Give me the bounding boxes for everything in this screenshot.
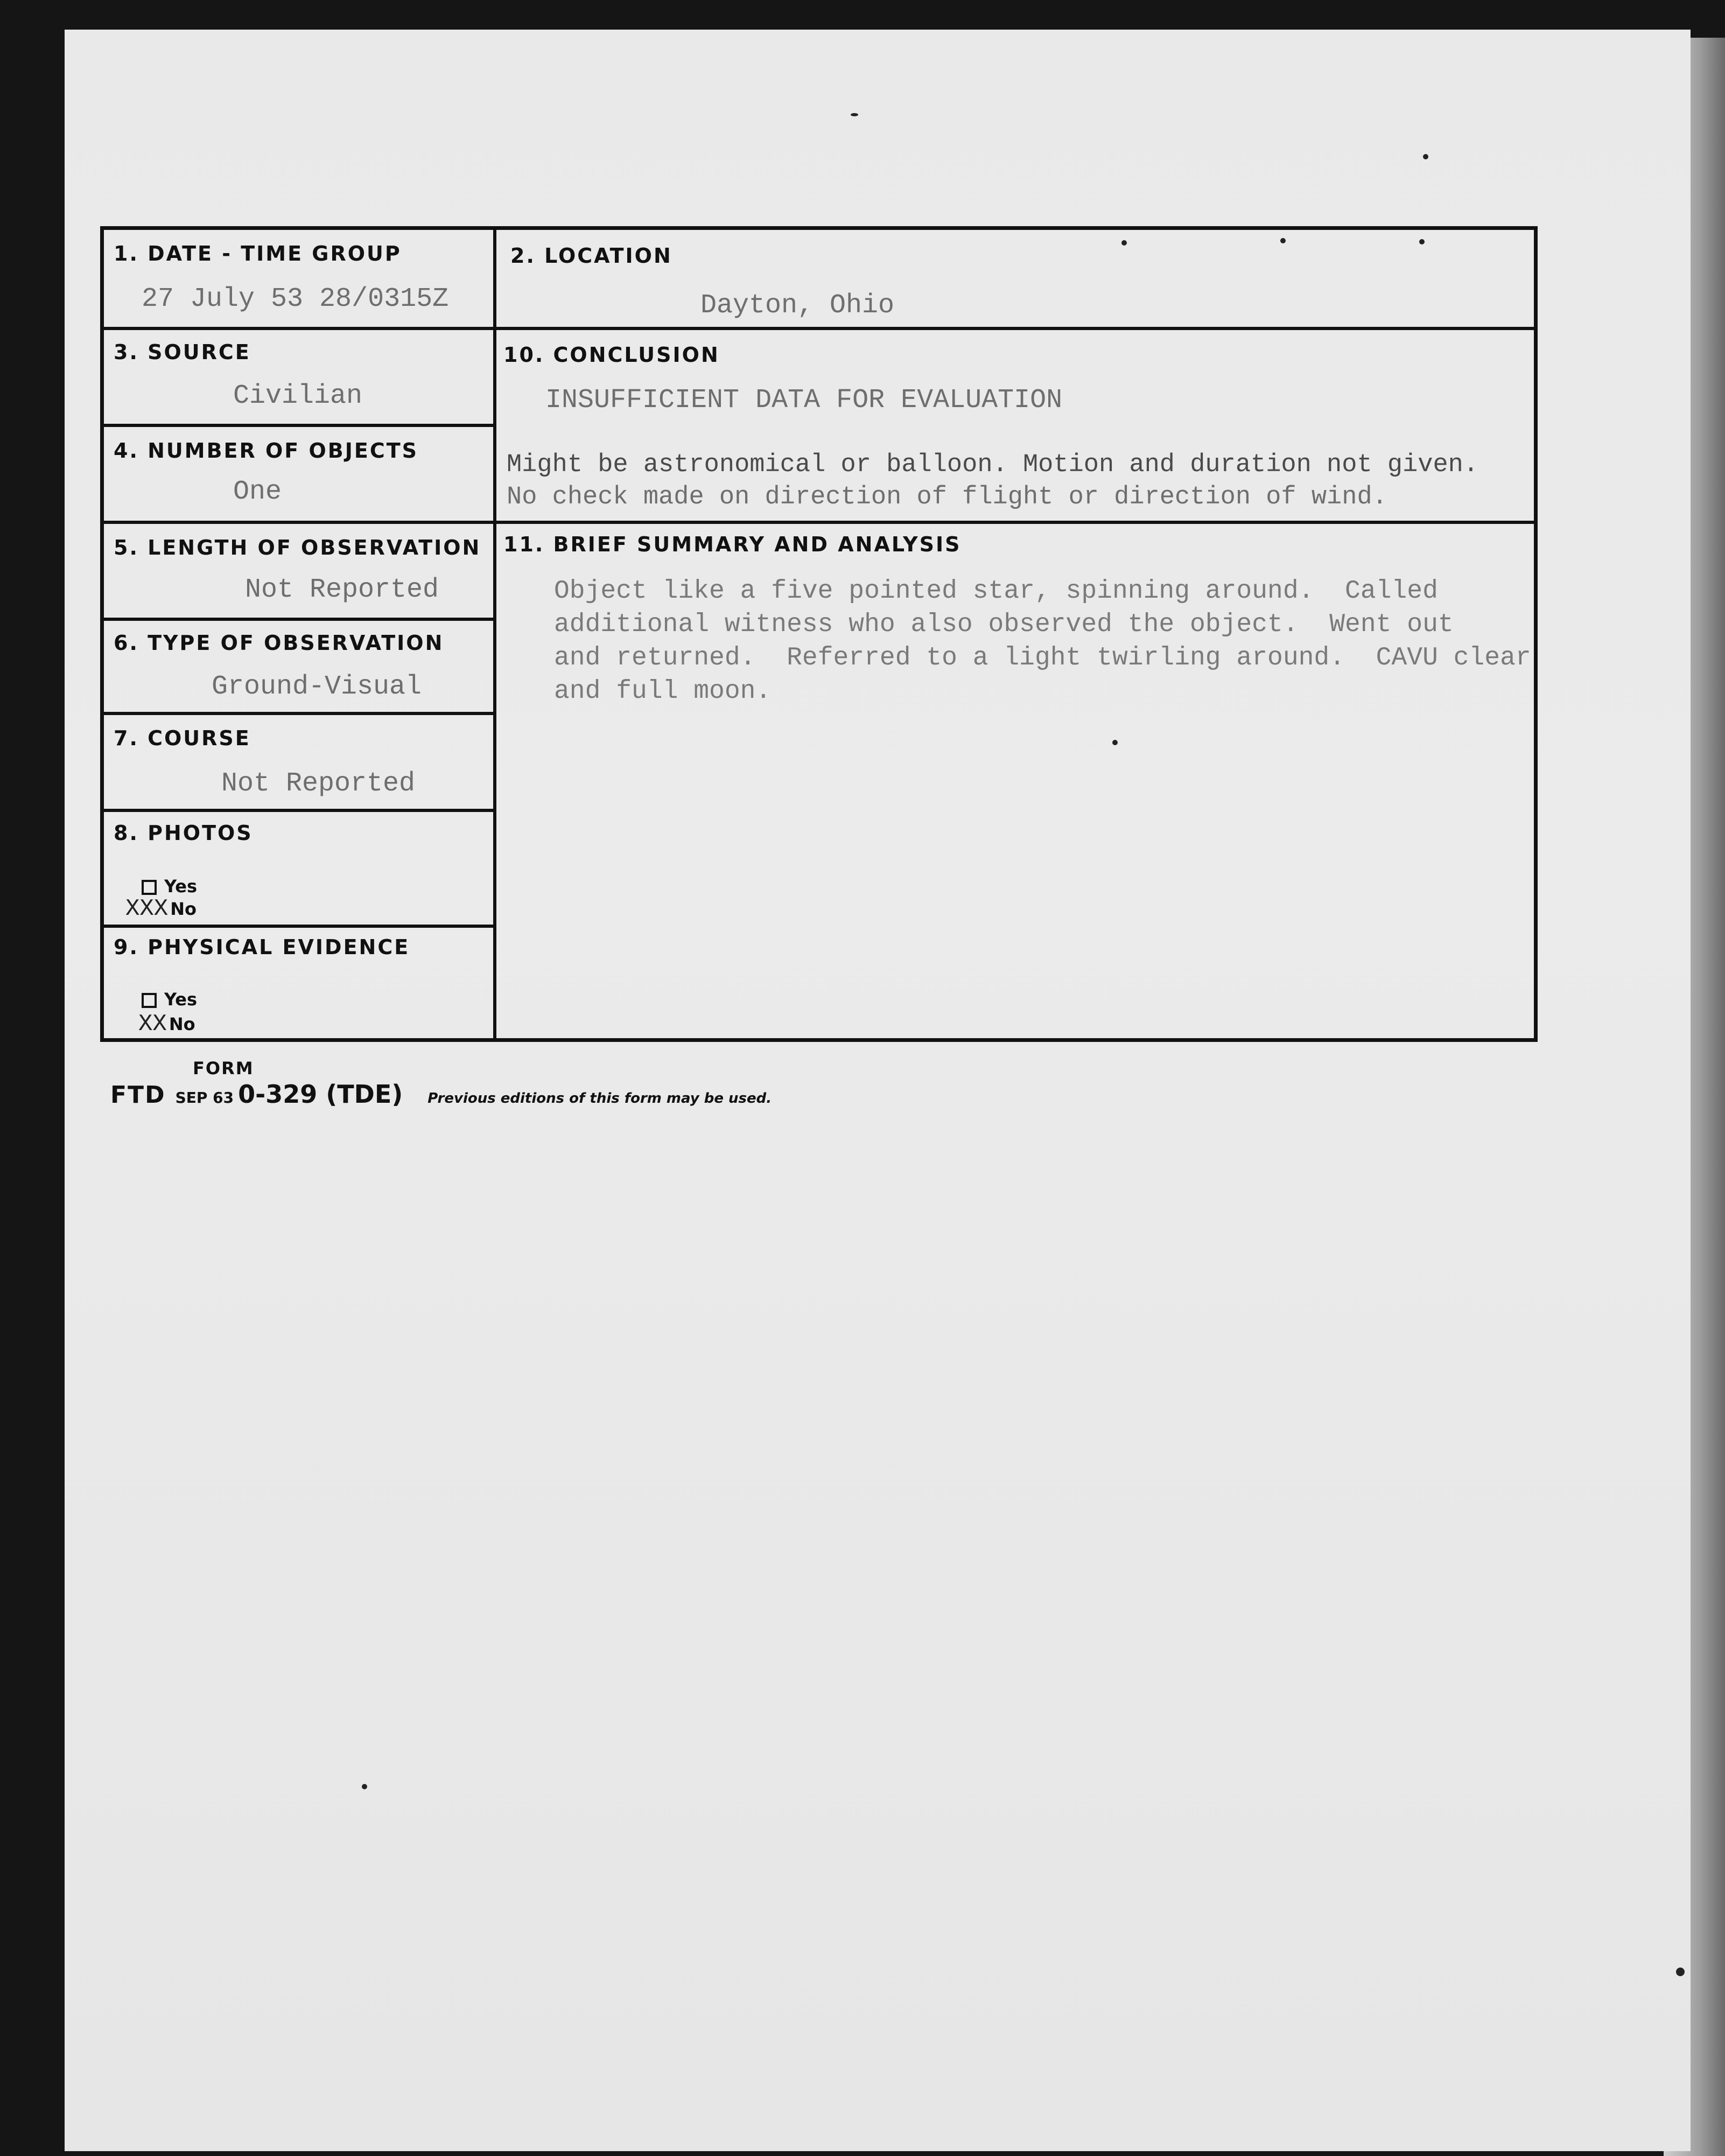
number-of-objects-value: One — [233, 477, 282, 507]
conclusion-line-2: No check made on direction of flight or direction of wind. — [507, 483, 1387, 512]
column-divider — [493, 230, 496, 1039]
footer-form-word: FORM — [193, 1058, 254, 1079]
photos-yes-checkbox[interactable] — [142, 880, 157, 895]
photos-label: 8. PHOTOS — [114, 821, 253, 845]
physical-evidence-yes-option[interactable] — [142, 989, 197, 1010]
summary-line-3: and returned. Referred to a light twirling around. CAVU clear — [554, 643, 1531, 673]
scan-speck — [851, 113, 858, 116]
type-of-observation-value: Ground-Visual — [212, 671, 422, 702]
row-divider — [104, 424, 493, 427]
row-divider — [104, 327, 1534, 330]
conclusion-line-1: Might be astronomical or balloon. Motion and duration not given. — [507, 451, 1479, 479]
row-divider — [104, 712, 493, 715]
summary-label: 11. BRIEF SUMMARY AND ANALYSIS — [503, 533, 962, 556]
type-of-observation-label: 6. TYPE OF OBSERVATION — [114, 631, 444, 655]
conclusion-label: 10. CONCLUSION — [503, 343, 720, 367]
physical-evidence-no-mark: XX — [138, 1011, 167, 1038]
footer-date: SEP 63 — [175, 1089, 234, 1107]
length-of-observation-value: Not Reported — [245, 575, 439, 605]
summary-line-2: additional witness who also observed the object. Went out — [554, 610, 1454, 639]
physical-evidence-no-label: No — [169, 1014, 195, 1034]
photos-yes-label: Yes — [164, 876, 197, 897]
source-label: 3. SOURCE — [114, 340, 251, 364]
photos-no-mark: XXX — [125, 895, 169, 922]
length-of-observation-label: 5. LENGTH OF OBSERVATION — [114, 536, 481, 559]
physical-evidence-yes-label: Yes — [164, 989, 197, 1010]
form-footer — [110, 1080, 772, 1109]
footer-ftd: FTD — [110, 1081, 166, 1109]
number-of-objects-label: 4. NUMBER OF OBJECTS — [114, 439, 419, 463]
row-divider — [104, 809, 493, 812]
physical-evidence-no-option[interactable] — [138, 1011, 195, 1038]
scan-speck — [1423, 154, 1428, 159]
physical-evidence-label: 9. PHYSICAL EVIDENCE — [114, 935, 410, 959]
report-form — [100, 226, 1538, 1042]
location-value: Dayton, Ohio — [700, 290, 895, 321]
row-divider — [104, 925, 493, 928]
footer-form-number: 0-329 (TDE) — [238, 1080, 403, 1109]
photos-no-label: No — [170, 899, 197, 919]
photos-no-option[interactable] — [125, 895, 197, 922]
conclusion-headline: INSUFFICIENT DATA FOR EVALUATION — [545, 385, 1063, 416]
photos-yes-option[interactable] — [142, 876, 197, 897]
physical-evidence-yes-checkbox[interactable] — [142, 993, 157, 1008]
source-value: Civilian — [233, 381, 363, 411]
summary-line-1: Object like a five pointed star, spinning around. Called — [554, 577, 1438, 606]
footer-note: Previous editions of this form may be used. — [427, 1090, 772, 1107]
course-label: 7. COURSE — [114, 726, 251, 750]
scan-speck — [362, 1784, 367, 1789]
date-time-group-value: 27 July 53 28/0315Z — [142, 284, 449, 314]
course-value: Not Reported — [221, 768, 416, 799]
row-divider — [104, 618, 493, 621]
row-divider — [104, 521, 1534, 524]
summary-line-4: and full moon. — [554, 677, 772, 706]
location-label: 2. LOCATION — [510, 244, 672, 268]
scan-speck — [1676, 1968, 1685, 1976]
date-time-group-label: 1. DATE - TIME GROUP — [114, 242, 402, 265]
